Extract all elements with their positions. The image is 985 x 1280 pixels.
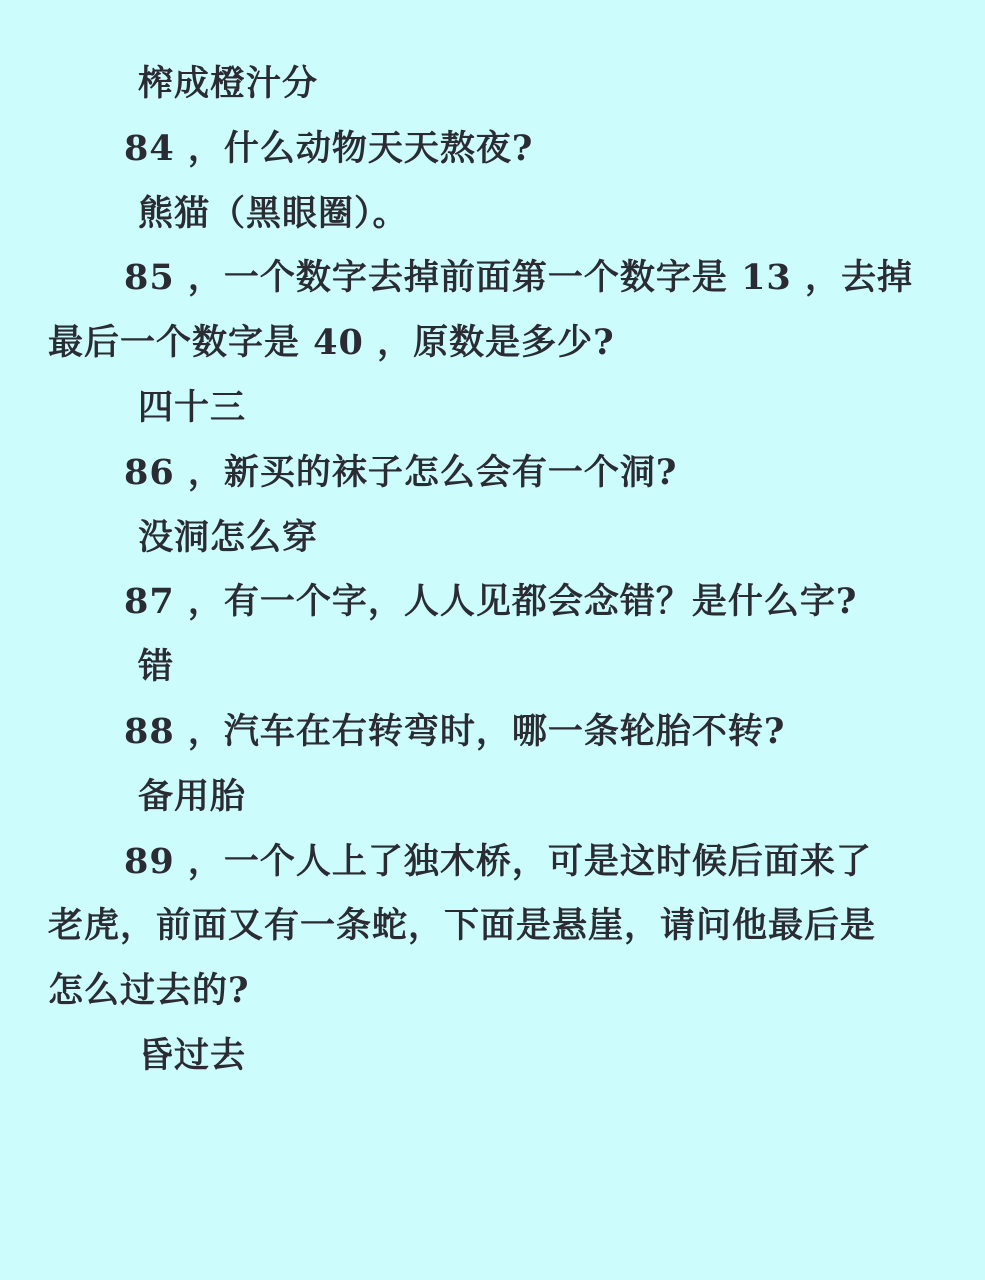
question-line: 86 ，新买的袜子怎么会有一个洞? — [124, 451, 678, 493]
riddle-document — [48, 52, 938, 1089]
answer-line: 昏过去 — [138, 1034, 247, 1076]
answer-line: 没洞怎么穿 — [138, 516, 319, 558]
answer-line: 备用胎 — [138, 775, 247, 817]
question-line: 89 ，一个人上了独木桥，可是这时候后面来了 — [124, 840, 872, 882]
question-continuation-line: 老虎，前面又有一条蛇，下面是悬崖，请问他最后是 — [48, 905, 877, 947]
question-continuation-line: 怎么过去的? — [48, 970, 250, 1012]
answer-line: 四十三 — [138, 386, 247, 428]
question-continuation-line: 最后一个数字是 40 ，原数是多少? — [48, 322, 615, 364]
answer-line: 熊猫（黑眼圈）。 — [138, 192, 409, 234]
question-line: 84 ，什么动物天天熬夜? — [124, 127, 534, 169]
answer-line: 榨成橙汁分 — [138, 63, 319, 104]
question-line: 85 ，一个数字去掉前面第一个数字是 13 ，去掉 — [124, 257, 913, 299]
question-line: 87 ，有一个字，人人见都会念错？是什么字? — [124, 581, 858, 623]
question-line: 88 ，汽车在右转弯时，哪一条轮胎不转? — [124, 710, 786, 752]
answer-line: 错 — [138, 646, 175, 688]
